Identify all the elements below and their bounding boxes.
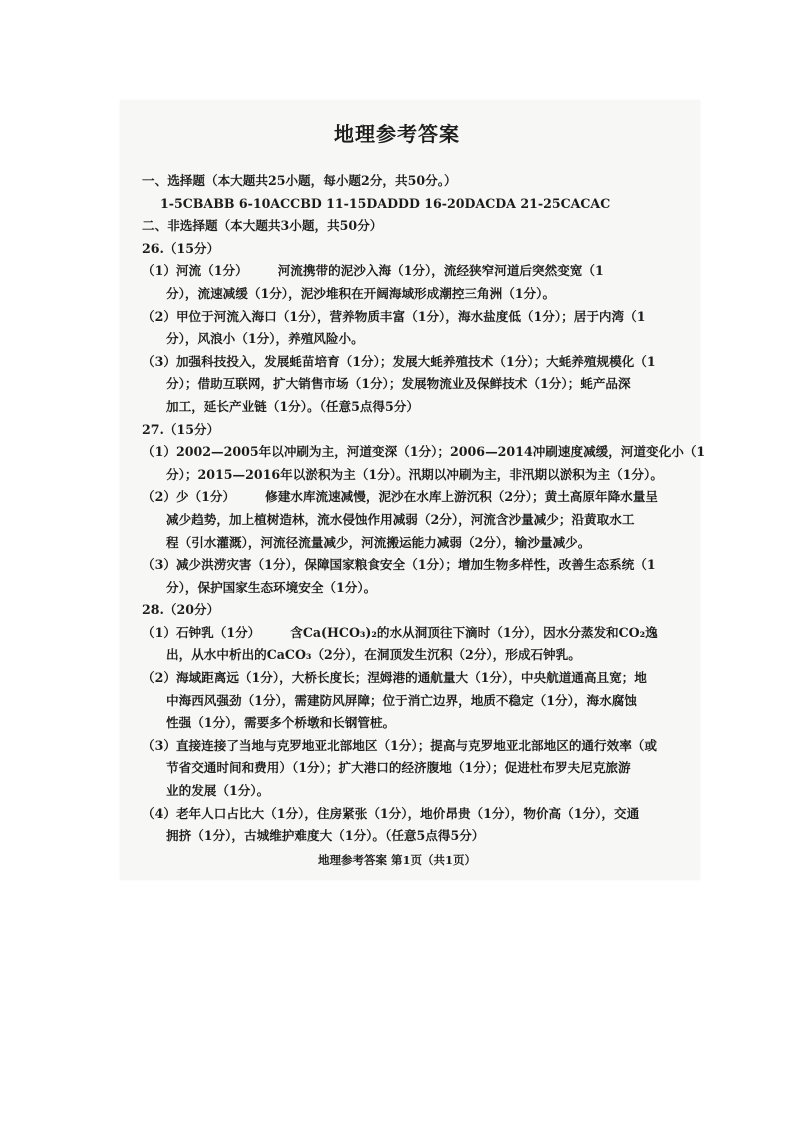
q27-part1-line2: 分）；2015—2016年以淤积为主（1分）。汛期以冲刷为主，非汛期以淤积为主（1分）。	[166, 466, 663, 482]
q26-part1-explanation: 河流携带的泥沙入海（1分），流经狭窄河道后突然变宽（1	[277, 263, 604, 279]
page-footer: 地理参考答案 第1页（共1页）	[317, 853, 476, 867]
q27-part2-line3: 程（引水灌溉），河流径流量减少，河流搬运能力减弱（2分），输沙量减少。	[166, 534, 591, 550]
q26-part3-line1: （3）加强科技投入，发展蚝苗培育（1分）；发展大蚝养殖技术（1分）；大蚝养殖规模化（1	[142, 353, 656, 369]
q28-part3-line3: 业的发展（1分）。	[166, 783, 270, 799]
q26-part3-line2: 分）；借助互联网，扩大销售市场（1分）；发展物流业及保鲜技术（1分）；蚝产品深	[166, 376, 631, 392]
q27-part3-line1: （3）减少洪涝灾害（1分），保障国家粮食安全（1分）；增加生物多样性，改善生态系统（1	[142, 557, 656, 573]
q27-part1-line1: （1）2002—2005年以冲刷为主，河道变深（1分）；2006—2014冲刷速度减缓，河道变化小（1	[142, 444, 706, 460]
q28-heading: 28.（20分）	[142, 602, 220, 618]
q27-part2-line2: 减少趋势，加上植树造林，流水侵蚀作用减弱（2分），河流含沙量减少；沿黄取水工	[166, 511, 635, 527]
q28-part4-line2: 拥挤（1分），古城维护难度大（1分）。（任意5点得5分）	[166, 828, 485, 844]
q28-part2-line3: 性强（1分），需要多个桥墩和长钢管桩。	[166, 715, 396, 731]
q26-part1-line2: 分），流速减缓（1分），泥沙堆积在开阔海域形成潮控三角洲（1分）。	[166, 285, 556, 301]
q28-part1-line1	[142, 622, 672, 645]
q26-part2-line2: 分），风浪小（1分），养殖风险小。	[166, 331, 364, 347]
q28-part4-line1: （4）老年人口占比大（1分），住房紧张（1分），地价昂贵（1分），物价高（1分），交通	[142, 805, 640, 821]
q27-part2-answer: （2）少（1分）	[142, 489, 236, 505]
q27-part3-line2: 分），保护国家生态环境安全（1分）。	[166, 579, 377, 595]
q26-part2-line1: （2）甲位于河流入海口（1分），营养物质丰富（1分），海水盐度低（1分）；居于内湾（1	[142, 308, 646, 324]
q26-part1-answer: （1）河流（1分）	[142, 263, 248, 279]
q28-part1-line2: 出，从水中析出的CaCO₃（2分），在洞顶发生沉积（2分），形成石钟乳。	[166, 647, 581, 663]
q26-part3-line3: 加工，延长产业链（1分）。（任意5点得5分）	[166, 398, 419, 414]
q28-part3-line1: （3）直接连接了当地与克罗地亚北部地区（1分）；提高与克罗地亚北部地区的通行效率（或	[142, 737, 657, 753]
page-title: 地理参考答案	[334, 122, 460, 146]
q27-part2-explanation: 修建水库流速减慢，泥沙在水库上游沉积（2分）；黄土高原年降水量呈	[265, 489, 658, 505]
q28-part3-line2: 节省交通时间和费用）（1分）；扩大港口的经济腹地（1分）；促进杜布罗夫尼克旅游	[166, 760, 631, 776]
choice-answers: 1-5CBABB 6-10ACCBD 11-15DADDD 16-20DACDA 21-25CACAC	[160, 195, 611, 211]
q28-part1-explanation: 含Ca(HCO₃)₂的水从洞顶往下滴时（1分），因水分蒸发和CO₂逸	[290, 624, 658, 640]
q26-heading: 26.（15分）	[142, 240, 220, 256]
q27-heading: 27.（15分）	[142, 421, 220, 437]
q27-part2-line1	[142, 486, 672, 509]
section2-heading: 二、非选择题（本大题共3小题，共50分）	[142, 218, 383, 234]
answer-content	[142, 170, 706, 848]
q28-part1-answer: （1）石钟乳（1分）	[142, 624, 261, 640]
q28-part2-line1: （2）海域距离远（1分），大桥长度长；涅姆港的通航量大（1分），中央航道通高且宽；地	[142, 670, 647, 686]
q28-part2-line2: 中海西风强劲（1分），需建防风屏障；位于消亡边界，地质不稳定（1分），海水腐蚀	[166, 692, 637, 708]
q26-part1-line1	[142, 260, 672, 283]
section1-heading: 一、选择题（本大题共25小题，每小题2分，共50分。）	[142, 173, 457, 188]
